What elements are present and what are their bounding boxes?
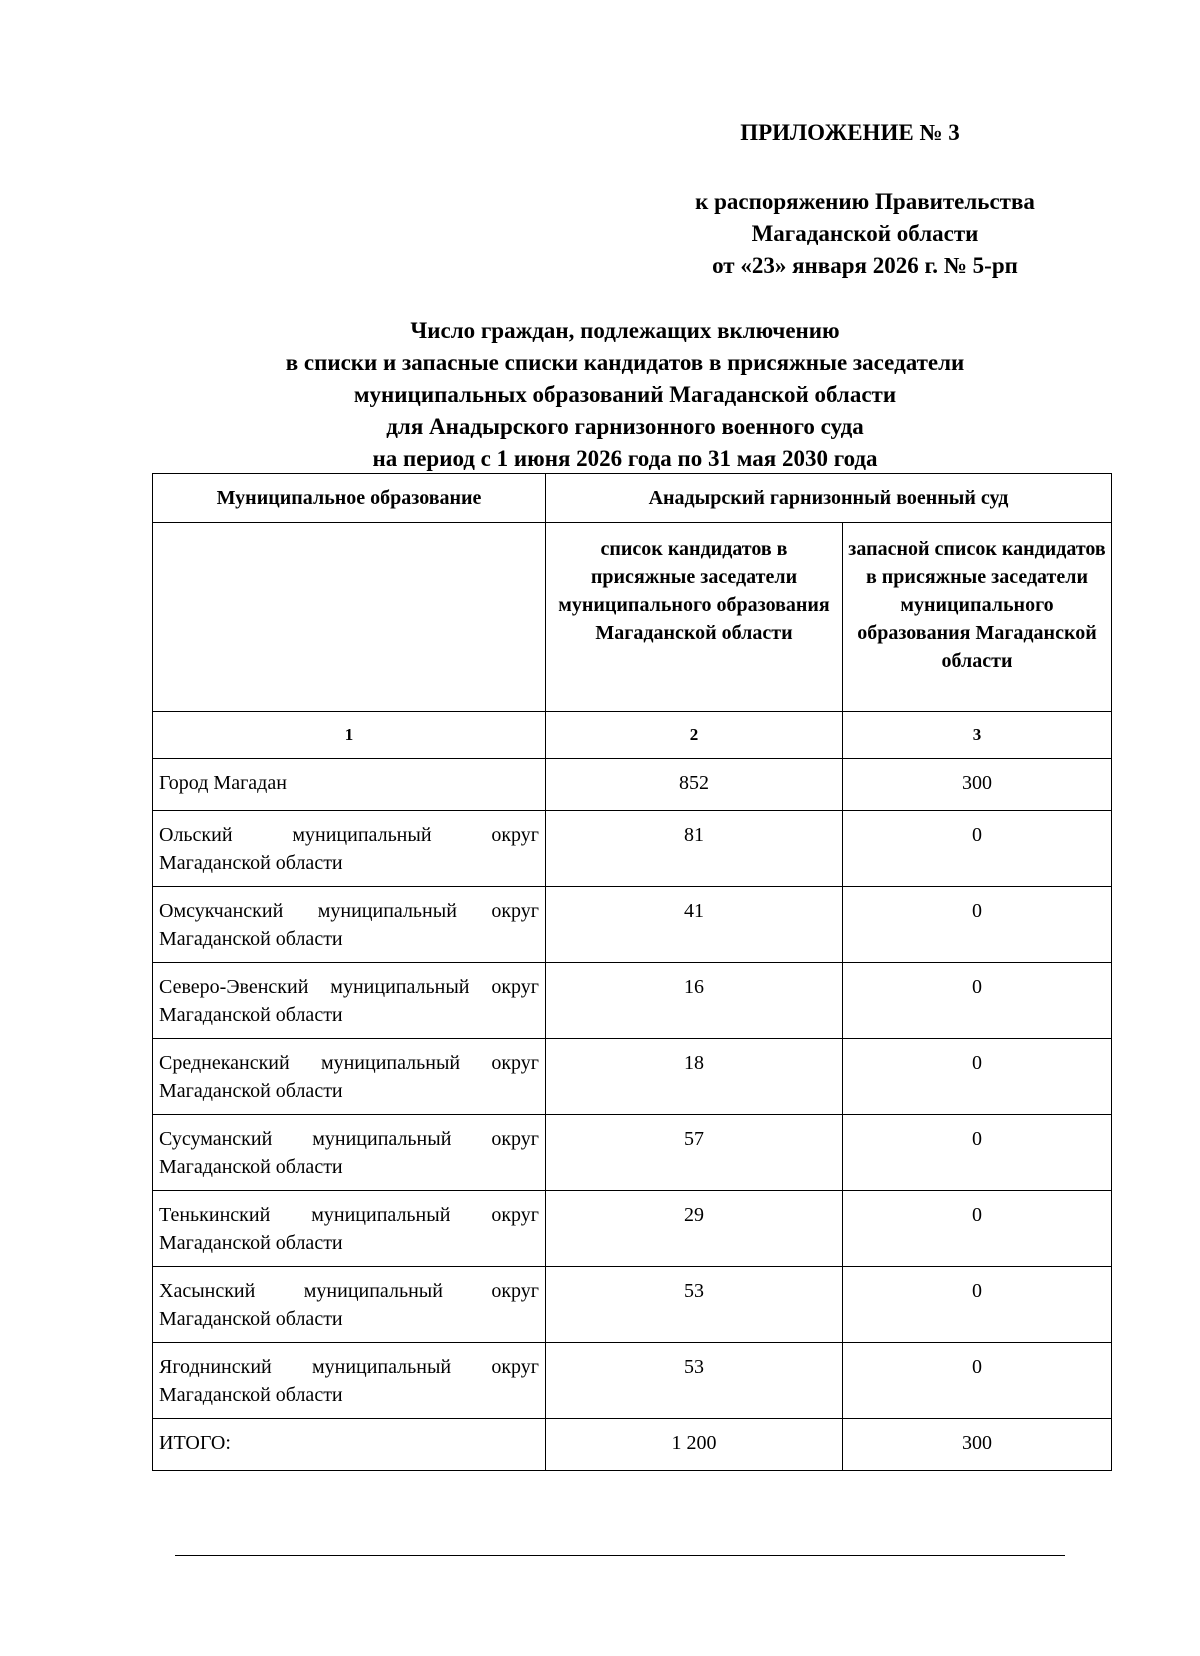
municipality-name: Омсукчанский муниципальный округ Магаданской области [153, 887, 546, 963]
main-list-count: 53 [546, 1267, 843, 1343]
table-row [153, 887, 1112, 963]
column-number-2: 2 [546, 712, 843, 759]
table-row [153, 1267, 1112, 1343]
main-list-count: 16 [546, 963, 843, 1039]
main-list-count: 81 [546, 811, 843, 887]
title-line-5: на период с 1 июня 2026 года по 31 мая 2030 года [372, 446, 878, 471]
decree-line-1: к распоряжению Правительства [695, 189, 1035, 214]
municipality-name: Сусуманский муниципальный округ Магаданской области [153, 1115, 546, 1191]
main-list-count: 18 [546, 1039, 843, 1115]
reserve-list-count: 0 [843, 1191, 1112, 1267]
jurors-table [152, 473, 1112, 1471]
footer-divider [175, 1555, 1065, 1556]
appendix-title: ПРИЛОЖЕНИЕ № 3 [740, 120, 960, 145]
municipality-name: Среднеканский муниципальный округ Магаданской области [153, 1039, 546, 1115]
total-reserve-count: 300 [843, 1419, 1112, 1471]
column-number-1: 1 [153, 712, 546, 759]
total-label: ИТОГО: [153, 1419, 546, 1471]
main-list-count: 852 [546, 759, 843, 811]
header-court: Анадырский гарнизонный военный суд [546, 474, 1112, 523]
reserve-list-count: 0 [843, 1267, 1112, 1343]
main-list-count: 57 [546, 1115, 843, 1191]
decree-line-2: Магаданской области [751, 221, 979, 246]
reserve-list-count: 300 [843, 759, 1112, 811]
municipality-name: Город Магадан [153, 759, 546, 811]
title-line-2: в списки и запасные списки кандидатов в присяжные заседатели [285, 350, 965, 375]
table-row [153, 1039, 1112, 1115]
main-list-count: 53 [546, 1343, 843, 1419]
document-title [100, 315, 1150, 475]
header-reserve-list [843, 523, 1112, 712]
header-main-list-text: список кандидатов в присяжные заседатели муниципального образования Магаданской области [558, 538, 830, 644]
municipality-name: Тенькинский муниципальный округ Магаданской области [153, 1191, 546, 1267]
title-line-3: муниципальных образований Магаданской области [353, 382, 897, 407]
total-main-count: 1 200 [546, 1419, 843, 1471]
title-line-1: Число граждан, подлежащих включению [410, 318, 840, 343]
reserve-list-count: 0 [843, 1039, 1112, 1115]
reserve-list-count: 0 [843, 963, 1112, 1039]
table-row [153, 1115, 1112, 1191]
main-list-count: 29 [546, 1191, 843, 1267]
municipality-name: Ольский муниципальный округ Магаданской области [153, 811, 546, 887]
table-total-row [153, 1419, 1112, 1471]
column-number-3: 3 [843, 712, 1112, 759]
municipality-name: Северо-Эвенский муниципальный округ Магаданской области [153, 963, 546, 1039]
header-main-list [546, 523, 843, 712]
decree-line-3: от «23» января 2026 г. № 5-рп [712, 253, 1018, 278]
header-reserve-list-text: запасной список кандидатов в присяжные заседатели муниципального образования Магаданской области [848, 538, 1106, 672]
table-row [153, 759, 1112, 811]
municipality-name: Ягоднинский муниципальный округ Магаданской области [153, 1343, 546, 1419]
reserve-list-count: 0 [843, 887, 1112, 963]
table-row [153, 963, 1112, 1039]
reserve-list-count: 0 [843, 811, 1112, 887]
reserve-list-count: 0 [843, 1115, 1112, 1191]
table-row [153, 1343, 1112, 1419]
header-municipality: Муниципальное образование [153, 474, 546, 523]
table-subheader-row [153, 523, 1112, 712]
decree-reference [640, 186, 1090, 282]
table-row [153, 1191, 1112, 1267]
reserve-list-count: 0 [843, 1343, 1112, 1419]
main-list-count: 41 [546, 887, 843, 963]
table-header-row [153, 474, 1112, 523]
table-numbering-row [153, 712, 1112, 759]
municipality-name: Хасынский муниципальный округ Магаданской области [153, 1267, 546, 1343]
table-row [153, 811, 1112, 887]
header-empty-cell [153, 523, 546, 712]
title-line-4: для Анадырского гарнизонного военного суда [386, 414, 864, 439]
